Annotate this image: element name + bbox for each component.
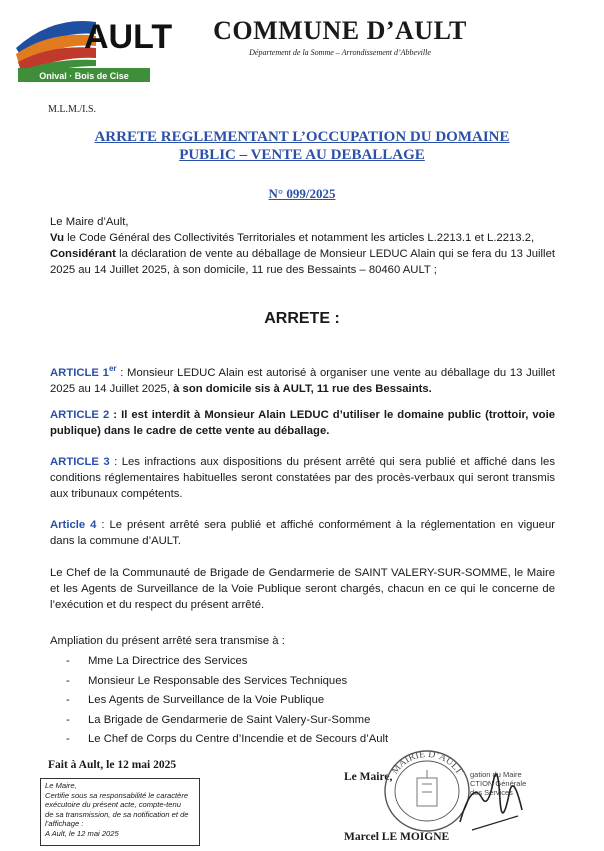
maire-signature-icon [452, 760, 532, 840]
delegation-stamp: gation du Maire CTION Générale des Services [470, 770, 527, 797]
article-2 [50, 407, 555, 439]
recipient-list [62, 652, 542, 750]
article-4 [50, 517, 555, 549]
article-3-text: : Les infractions aux dispositions du présent arrêté qui sera publié et affiché dans les conditions réglementaires habituelles seront constatées par des procès-verbaux qui seront transmis aux tribunaux compétents. [50, 456, 555, 500]
maire-name: Marcel LE MOIGNE [344, 831, 450, 843]
svg-text:MAIRIE D’AULT: MAIRIE D’AULT [389, 748, 465, 777]
list-item: - Le Chef de Corps du Centre d’Incendie et de Secours d’Ault [62, 730, 542, 750]
article-2-bold: : Il est interdit à Monsieur Alain LEDUC d’utiliser le domaine public (trottoir, voie publique) dans le cadre de cette vente au déballage. [50, 409, 555, 437]
preamble-considerant [50, 246, 555, 278]
certify-line: l’affichage : [45, 819, 84, 829]
preamble-vu [50, 230, 555, 246]
list-item: - Les Agents de Surveillance de la Voie Publique [62, 691, 542, 711]
article-3-label: ARTICLE 3 [50, 456, 110, 468]
commune-logo [12, 8, 172, 86]
arrete-number: N° 099/2025 [268, 186, 336, 201]
considerant-label: Considérant [50, 248, 116, 260]
article-4-label: Article 4 [50, 519, 97, 531]
list-item: - Mme La Directrice des Services [62, 652, 542, 672]
arrete-title-line-1: ARRETE REGLEMENTANT L’OCCUPATION DU DOMAINE [94, 129, 510, 145]
article-3 [50, 454, 555, 502]
certify-line: Certifie sous sa responsabilité le caractère [45, 790, 189, 800]
preamble-intro: Le Maire d’Ault, [50, 216, 129, 228]
list-item: - La Brigade de Gendarmerie de Saint Valery-Sur-Somme [62, 711, 542, 731]
article-1-text: : Monsieur LEDUC Alain est autorisé à organiser une vente au déballage du 13 Juillet 2025 au 14 Juillet 2025, [50, 366, 556, 395]
logo-tagline: Onival · Bois de Cise [39, 71, 129, 81]
logo-wordmark: AULT [84, 18, 172, 56]
document-reference: M.L.M./I.S. [48, 104, 97, 115]
certification-box [40, 778, 200, 846]
execution-paragraph: Le Chef de la Communauté de Brigade de Gendarmerie de SAINT VALERY-SUR-SOMME, le Maire et les Agents de Surveillance de la Voie Publique seront chargés, chacun en ce qui le concerne de l’exécution et du respect du présent arrêté. [50, 567, 555, 611]
certify-line: A Ault, le 12 mai 2025 [45, 828, 119, 838]
commune-title: COMMUNE D’AULT [213, 16, 467, 45]
fait-a-ault: Fait à Ault, le 12 mai 2025 [48, 759, 177, 771]
vu-text: le Code Général des Collectivités Territoriales et notamment les articles L.2213.1 et L.2213.2, [64, 232, 535, 244]
maire-label: Le Maire, [344, 771, 393, 783]
preamble [50, 214, 555, 278]
commune-subtitle: Département de la Somme – Arrondissement d’Abbeville [249, 48, 431, 57]
article-1-label: ARTICLE 1er [50, 364, 117, 379]
article-2-label: ARTICLE 2 [50, 409, 110, 421]
vu-label: Vu [50, 232, 65, 244]
ampliation-intro: Ampliation du présent arrêté sera transmise à : [50, 635, 285, 647]
article-1-bold: à son domicile sis à AULT, 11 rue des Bessaints. [173, 382, 432, 395]
certify-line: Le Maire, [45, 781, 77, 790]
article-1 [50, 361, 555, 397]
arrete-heading: ARRETE : [264, 310, 340, 327]
list-item: - Monsieur Le Responsable des Services Techniques [62, 672, 542, 692]
arrete-title [40, 128, 564, 164]
considerant-text: la déclaration de vente au déballage de Monsieur LEDUC Alain qui se fera du 13 Juillet 2025 au 14 Juillet 2025, à son domicile, 11 rue des Bessaints – 80460 AULT ; [50, 248, 555, 276]
certify-line: de sa transmission, de sa notification et de [45, 809, 189, 819]
certify-line: exécutoire du présent acte, compte-tenu [45, 800, 181, 810]
article-4-text: : Le présent arrêté sera publié et affiché conformément à la réglementation en vigueur dans la commune d’AULT. [50, 519, 555, 547]
arrete-title-line-2: PUBLIC – VENTE AU DEBALLAGE [179, 147, 425, 163]
